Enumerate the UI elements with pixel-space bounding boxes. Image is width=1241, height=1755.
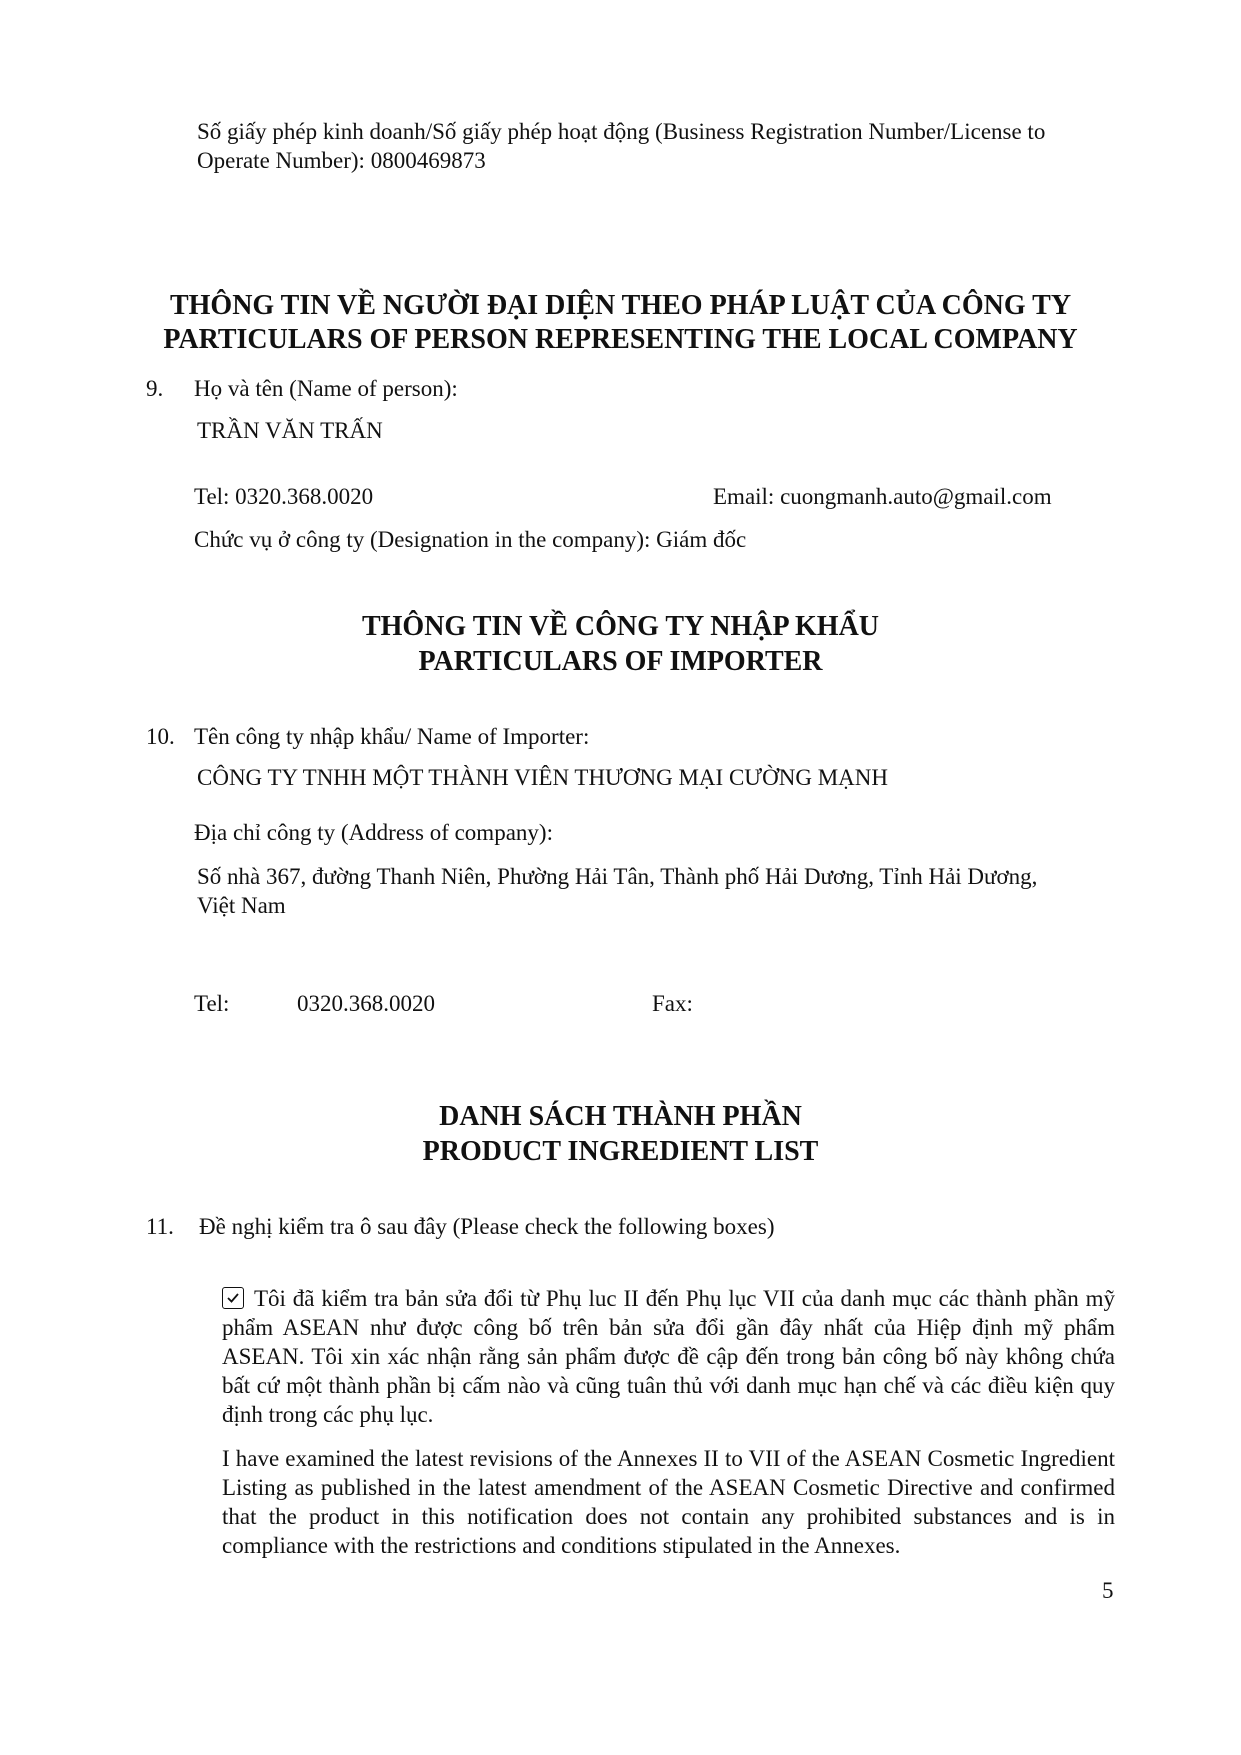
page-number: 5 bbox=[1102, 1578, 1114, 1603]
importer-name-label: Tên công ty nhập khẩu/ Name of Importer: bbox=[194, 724, 590, 749]
item-number-9: 9. bbox=[146, 376, 164, 401]
representative-tel: Tel: 0320.368.0020 bbox=[194, 484, 374, 509]
ingredients-instruction: Đề nghị kiểm tra ô sau đây (Please check the following boxes) bbox=[199, 1214, 775, 1239]
compliance-checkbox[interactable] bbox=[222, 1287, 244, 1309]
importer-title-en: PARTICULARS OF IMPORTER bbox=[418, 646, 823, 677]
checkmark-icon bbox=[225, 1290, 241, 1306]
representative-title-vi: THÔNG TIN VỀ NGƯỜI ĐẠI DIỆN THEO PHÁP LUẬT CỦA CÔNG TY bbox=[169, 290, 1072, 321]
item-number-10: 10. bbox=[146, 724, 175, 749]
importer-address-label: Địa chỉ công ty (Address of company): bbox=[194, 820, 553, 845]
importer-address-line1: Số nhà 367, đường Thanh Niên, Phường Hải Tân, Thành phố Hải Dương, Tỉnh Hải Dương, bbox=[197, 864, 1038, 889]
ingredients-title-en: PRODUCT INGREDIENT LIST bbox=[422, 1136, 819, 1167]
representative-title-en: PARTICULARS OF PERSON REPRESENTING THE LOCAL COMPANY bbox=[163, 324, 1078, 355]
business-registration-line2: Operate Number): 0800469873 bbox=[197, 148, 486, 173]
representative-name-value: TRẦN VĂN TRẤN bbox=[197, 418, 383, 443]
ingredients-title-vi: DANH SÁCH THÀNH PHẦN bbox=[439, 1101, 802, 1132]
representative-name-label: Họ và tên (Name of person): bbox=[194, 376, 458, 401]
declaration-vi-text: Tôi đã kiểm tra bản sửa đổi từ Phụ luc II đến Phụ lục VII của danh mục các thành phần mỹ phẩm ASEAN như được công bố trên bản sửa đổi gần đây nhất của Hiệp định mỹ phẩm ASEAN. Tôi xin xác nhận rằng sản phẩm được đề cập đến trong bản công bố này không chứa bất cứ một thành phần bị cấm nào và cũng tuân thủ với danh mục hạn chế và các điều kiện quy định trong các phụ lục. bbox=[222, 1286, 1115, 1427]
item-number-11: 11. bbox=[146, 1214, 174, 1239]
importer-address-line2: Việt Nam bbox=[197, 893, 286, 918]
representative-email: Email: cuongmanh.auto@gmail.com bbox=[713, 484, 1052, 509]
importer-tel-value: 0320.368.0020 bbox=[297, 991, 435, 1016]
importer-title-vi: THÔNG TIN VỀ CÔNG TY NHẬP KHẨU bbox=[361, 611, 880, 642]
business-registration-line1: Số giấy phép kinh doanh/Số giấy phép hoạt động (Business Registration Number/License to bbox=[197, 119, 1046, 144]
importer-fax-label: Fax: bbox=[652, 991, 693, 1016]
declaration-vi bbox=[222, 1284, 1115, 1429]
declaration-en: I have examined the latest revisions of the Annexes II to VII of the ASEAN Cosmetic Ingredient Listing as published in the latest amendment of the ASEAN Cosmetic Directive and confirmed that the product in this notification does not contain any prohibited substances and is in compliance with the restrictions and conditions stipulated in the Annexes. bbox=[222, 1446, 1115, 1558]
importer-name-value: CÔNG TY TNHH MỘT THÀNH VIÊN THƯƠNG MẠI CƯỜNG MẠNH bbox=[197, 765, 888, 790]
representative-designation: Chức vụ ở công ty (Designation in the company): Giám đốc bbox=[194, 527, 747, 552]
importer-tel-label: Tel: bbox=[194, 991, 230, 1016]
